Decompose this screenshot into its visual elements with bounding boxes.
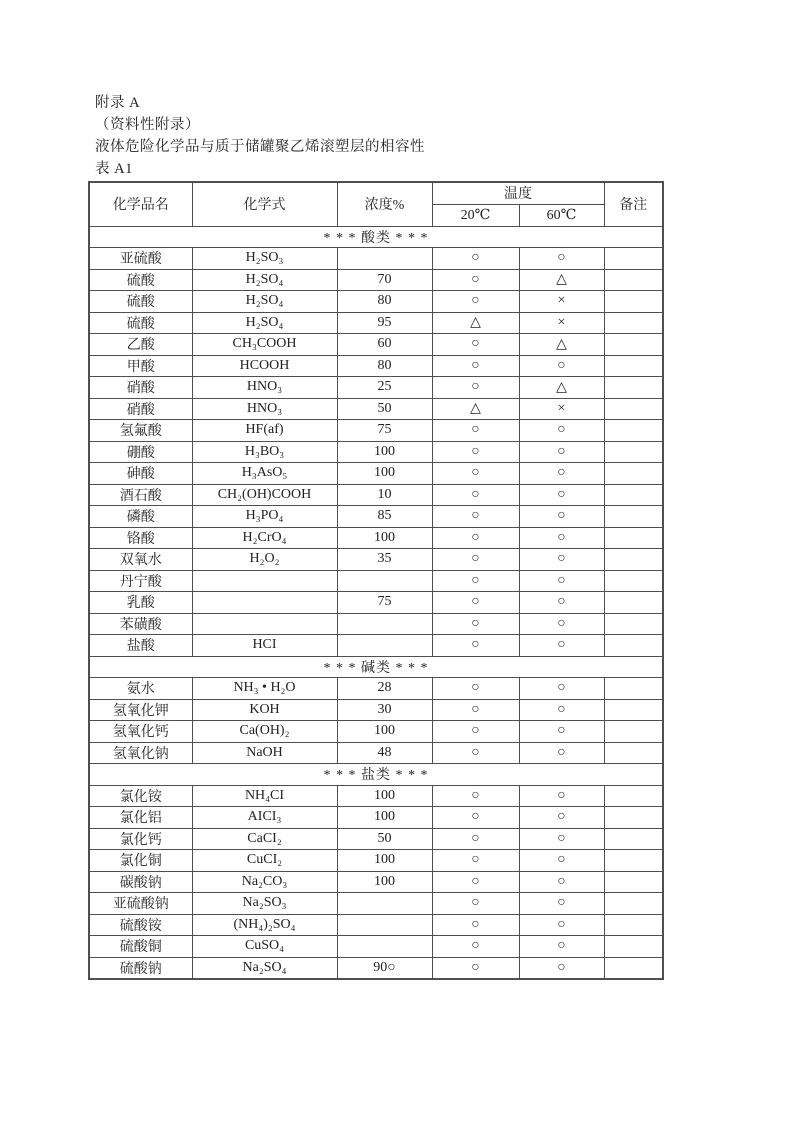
chemical-name-cell: 氯化铝 bbox=[89, 807, 192, 829]
table-row bbox=[89, 807, 663, 829]
table-row bbox=[89, 312, 663, 334]
temp-20-value-cell: ○ bbox=[432, 441, 519, 463]
temp-20-value-cell: ○ bbox=[432, 527, 519, 549]
chemical-name-cell: 硫酸铵 bbox=[89, 914, 192, 936]
chemical-name-cell: 乳酸 bbox=[89, 592, 192, 614]
remark-cell bbox=[604, 742, 663, 764]
concentration-cell: 100 bbox=[337, 850, 432, 872]
chemical-name-cell: 碳酸钠 bbox=[89, 871, 192, 893]
header-temp-60: 60℃ bbox=[519, 204, 604, 226]
table-row bbox=[89, 957, 663, 979]
concentration-cell: 10 bbox=[337, 484, 432, 506]
remark-cell bbox=[604, 635, 663, 657]
chemical-name-cell: 亚硫酸钠 bbox=[89, 893, 192, 915]
temp-20-value-cell: ○ bbox=[432, 334, 519, 356]
concentration-cell: 100 bbox=[337, 871, 432, 893]
temp-60-value-cell: ○ bbox=[519, 570, 604, 592]
formula-cell: NH₃ • H₂O bbox=[192, 678, 337, 700]
table-row bbox=[89, 914, 663, 936]
header-remarks: 备注 bbox=[604, 182, 663, 226]
temp-60-value-cell: ○ bbox=[519, 463, 604, 485]
remark-cell bbox=[604, 484, 663, 506]
temp-20-value-cell: ○ bbox=[432, 549, 519, 571]
temp-60-value-cell: ○ bbox=[519, 936, 604, 958]
formula-cell: HCOOH bbox=[192, 355, 337, 377]
remark-cell bbox=[604, 506, 663, 528]
temp-60-value-cell: ○ bbox=[519, 441, 604, 463]
table-row bbox=[89, 785, 663, 807]
concentration-cell: 100 bbox=[337, 463, 432, 485]
temp-60-value-cell: × bbox=[519, 291, 604, 313]
temp-60-value-cell: ○ bbox=[519, 355, 604, 377]
remark-cell bbox=[604, 248, 663, 270]
concentration-cell: 80 bbox=[337, 355, 432, 377]
remark-cell bbox=[604, 570, 663, 592]
remark-cell bbox=[604, 807, 663, 829]
formula-cell bbox=[192, 613, 337, 635]
remark-cell bbox=[604, 269, 663, 291]
temp-60-value-cell: ○ bbox=[519, 850, 604, 872]
section-label: * * * 盐类 * * * bbox=[89, 764, 663, 786]
concentration-cell: 35 bbox=[337, 549, 432, 571]
table-header bbox=[89, 182, 663, 226]
chemical-name-cell: 硫酸 bbox=[89, 312, 192, 334]
formula-cell: Na₂SO₄ bbox=[192, 957, 337, 979]
remark-cell bbox=[604, 678, 663, 700]
remark-cell bbox=[604, 377, 663, 399]
temp-60-value-cell: ○ bbox=[519, 785, 604, 807]
document-title: 液体危险化学品与质于储罐聚乙烯滚塑层的相容性 bbox=[95, 139, 425, 155]
concentration-cell: 80 bbox=[337, 291, 432, 313]
formula-cell: H₃BO₃ bbox=[192, 441, 337, 463]
formula-cell: Ca(OH)₂ bbox=[192, 721, 337, 743]
concentration-cell: 60 bbox=[337, 334, 432, 356]
table-row bbox=[89, 893, 663, 915]
remark-cell bbox=[604, 828, 663, 850]
table-row bbox=[89, 828, 663, 850]
temp-60-value-cell: × bbox=[519, 398, 604, 420]
temp-60-value-cell: ○ bbox=[519, 699, 604, 721]
table-row bbox=[89, 484, 663, 506]
chemical-name-cell: 氯化铵 bbox=[89, 785, 192, 807]
concentration-cell: 30 bbox=[337, 699, 432, 721]
temp-60-value-cell: ○ bbox=[519, 678, 604, 700]
chemical-name-cell: 酒石酸 bbox=[89, 484, 192, 506]
temp-20-value-cell: ○ bbox=[432, 936, 519, 958]
remark-cell bbox=[604, 592, 663, 614]
temp-20-value-cell: △ bbox=[432, 398, 519, 420]
chemical-name-cell: 亚硫酸 bbox=[89, 248, 192, 270]
formula-cell: CuCI₂ bbox=[192, 850, 337, 872]
remark-cell bbox=[604, 613, 663, 635]
chemical-name-cell: 苯磺酸 bbox=[89, 613, 192, 635]
temp-60-value-cell: ○ bbox=[519, 613, 604, 635]
temp-60-value-cell: ○ bbox=[519, 248, 604, 270]
table-row bbox=[89, 398, 663, 420]
chemical-name-cell: 氢氧化钠 bbox=[89, 742, 192, 764]
table-row bbox=[89, 269, 663, 291]
remark-cell bbox=[604, 914, 663, 936]
temp-60-value-cell: ○ bbox=[519, 506, 604, 528]
temp-20-value-cell: ○ bbox=[432, 828, 519, 850]
chemical-name-cell: 乙酸 bbox=[89, 334, 192, 356]
remark-cell bbox=[604, 785, 663, 807]
concentration-cell: 100 bbox=[337, 721, 432, 743]
temp-60-value-cell: △ bbox=[519, 269, 604, 291]
table-row bbox=[89, 570, 663, 592]
table-row bbox=[89, 248, 663, 270]
formula-cell: KOH bbox=[192, 699, 337, 721]
temp-20-value-cell: ○ bbox=[432, 807, 519, 829]
remark-cell bbox=[604, 334, 663, 356]
formula-cell bbox=[192, 592, 337, 614]
remark-cell bbox=[604, 549, 663, 571]
temp-60-value-cell: ○ bbox=[519, 828, 604, 850]
chemical-name-cell: 氯化钙 bbox=[89, 828, 192, 850]
chemical-name-cell: 氨水 bbox=[89, 678, 192, 700]
formula-cell: H₃PO₄ bbox=[192, 506, 337, 528]
concentration-cell: 100 bbox=[337, 441, 432, 463]
chemical-name-cell: 氢氟酸 bbox=[89, 420, 192, 442]
table-caption: 表 A1 bbox=[95, 161, 133, 177]
compatibility-table bbox=[88, 181, 664, 980]
table-row bbox=[89, 871, 663, 893]
remark-cell bbox=[604, 957, 663, 979]
chemical-name-cell: 硫酸钠 bbox=[89, 957, 192, 979]
chemical-name-cell: 硫酸 bbox=[89, 269, 192, 291]
formula-cell: H₃AsO₅ bbox=[192, 463, 337, 485]
remark-cell bbox=[604, 893, 663, 915]
temp-20-value-cell: ○ bbox=[432, 570, 519, 592]
remark-cell bbox=[604, 441, 663, 463]
table-row bbox=[89, 527, 663, 549]
section-row bbox=[89, 656, 663, 678]
temp-20-value-cell: ○ bbox=[432, 592, 519, 614]
table-row bbox=[89, 936, 663, 958]
temp-20-value-cell: ○ bbox=[432, 699, 519, 721]
chemical-name-cell: 铬酸 bbox=[89, 527, 192, 549]
temp-20-value-cell: ○ bbox=[432, 635, 519, 657]
table-row bbox=[89, 549, 663, 571]
temp-60-value-cell: × bbox=[519, 312, 604, 334]
temp-60-value-cell: ○ bbox=[519, 957, 604, 979]
formula-cell: (NH₄)₂SO₄ bbox=[192, 914, 337, 936]
formula-cell: Na₂CO₃ bbox=[192, 871, 337, 893]
formula-cell: H₂O₂ bbox=[192, 549, 337, 571]
temp-20-value-cell: ○ bbox=[432, 871, 519, 893]
appendix-subtitle: （资料性附录） bbox=[95, 117, 200, 133]
formula-cell: NaOH bbox=[192, 742, 337, 764]
concentration-cell: 28 bbox=[337, 678, 432, 700]
temp-60-value-cell: ○ bbox=[519, 807, 604, 829]
concentration-cell: 90○ bbox=[337, 957, 432, 979]
temp-20-value-cell: ○ bbox=[432, 355, 519, 377]
concentration-cell: 95 bbox=[337, 312, 432, 334]
table-row bbox=[89, 463, 663, 485]
formula-cell: HF(af) bbox=[192, 420, 337, 442]
formula-cell: CH₃COOH bbox=[192, 334, 337, 356]
chemical-name-cell: 氢氧化钙 bbox=[89, 721, 192, 743]
remark-cell bbox=[604, 291, 663, 313]
concentration-cell bbox=[337, 570, 432, 592]
formula-cell: H₂SO₄ bbox=[192, 312, 337, 334]
formula-cell: CuSO₄ bbox=[192, 936, 337, 958]
temp-20-value-cell: ○ bbox=[432, 893, 519, 915]
concentration-cell: 75 bbox=[337, 420, 432, 442]
temp-20-value-cell: ○ bbox=[432, 291, 519, 313]
chemical-name-cell: 硫酸铜 bbox=[89, 936, 192, 958]
temp-20-value-cell: ○ bbox=[432, 420, 519, 442]
temp-60-value-cell: △ bbox=[519, 377, 604, 399]
temp-20-value-cell: ○ bbox=[432, 850, 519, 872]
formula-cell: H₂SO₃ bbox=[192, 248, 337, 270]
chemical-name-cell: 磷酸 bbox=[89, 506, 192, 528]
remark-cell bbox=[604, 355, 663, 377]
chemical-name-cell: 氯化铜 bbox=[89, 850, 192, 872]
remark-cell bbox=[604, 420, 663, 442]
temp-20-value-cell: ○ bbox=[432, 678, 519, 700]
temp-20-value-cell: ○ bbox=[432, 377, 519, 399]
chemical-name-cell: 硫酸 bbox=[89, 291, 192, 313]
concentration-cell: 48 bbox=[337, 742, 432, 764]
concentration-cell: 75 bbox=[337, 592, 432, 614]
temp-20-value-cell: ○ bbox=[432, 721, 519, 743]
formula-cell: CH₂(OH)COOH bbox=[192, 484, 337, 506]
temp-60-value-cell: ○ bbox=[519, 914, 604, 936]
formula-cell: H₂SO₄ bbox=[192, 269, 337, 291]
table-row bbox=[89, 613, 663, 635]
chemical-name-cell: 丹宁酸 bbox=[89, 570, 192, 592]
remark-cell bbox=[604, 527, 663, 549]
header-chemical-name: 化学品名 bbox=[89, 182, 192, 226]
table-row bbox=[89, 678, 663, 700]
chemical-name-cell: 硝酸 bbox=[89, 377, 192, 399]
concentration-cell bbox=[337, 914, 432, 936]
formula-cell: AICI₃ bbox=[192, 807, 337, 829]
remark-cell bbox=[604, 398, 663, 420]
chemical-name-cell: 硼酸 bbox=[89, 441, 192, 463]
formula-cell: HCI bbox=[192, 635, 337, 657]
concentration-cell: 100 bbox=[337, 785, 432, 807]
header-formula: 化学式 bbox=[192, 182, 337, 226]
temp-60-value-cell: △ bbox=[519, 334, 604, 356]
section-label: * * * 碱类 * * * bbox=[89, 656, 663, 678]
temp-20-value-cell: ○ bbox=[432, 484, 519, 506]
temp-20-value-cell: ○ bbox=[432, 742, 519, 764]
concentration-cell: 85 bbox=[337, 506, 432, 528]
concentration-cell bbox=[337, 635, 432, 657]
section-row bbox=[89, 226, 663, 248]
concentration-cell: 70 bbox=[337, 269, 432, 291]
temp-20-value-cell: ○ bbox=[432, 785, 519, 807]
temp-60-value-cell: ○ bbox=[519, 871, 604, 893]
temp-60-value-cell: ○ bbox=[519, 527, 604, 549]
temp-20-value-cell: ○ bbox=[432, 463, 519, 485]
section-row bbox=[89, 764, 663, 786]
table-row bbox=[89, 721, 663, 743]
temp-60-value-cell: ○ bbox=[519, 592, 604, 614]
remark-cell bbox=[604, 936, 663, 958]
chemical-name-cell: 硝酸 bbox=[89, 398, 192, 420]
section-label: * * * 酸类 * * * bbox=[89, 226, 663, 248]
header-concentration: 浓度% bbox=[337, 182, 432, 226]
concentration-cell: 50 bbox=[337, 398, 432, 420]
temp-20-value-cell: ○ bbox=[432, 506, 519, 528]
table-row bbox=[89, 742, 663, 764]
table-row bbox=[89, 291, 663, 313]
concentration-cell bbox=[337, 613, 432, 635]
header-temperature: 温度 bbox=[432, 182, 604, 204]
appendix-title: 附录 A bbox=[95, 95, 141, 111]
temp-20-value-cell: ○ bbox=[432, 269, 519, 291]
remark-cell bbox=[604, 312, 663, 334]
table-row bbox=[89, 420, 663, 442]
formula-cell: NH₄CI bbox=[192, 785, 337, 807]
table-row bbox=[89, 592, 663, 614]
concentration-cell: 100 bbox=[337, 807, 432, 829]
temp-60-value-cell: ○ bbox=[519, 742, 604, 764]
table-row bbox=[89, 506, 663, 528]
temp-60-value-cell: ○ bbox=[519, 420, 604, 442]
concentration-cell bbox=[337, 936, 432, 958]
formula-cell bbox=[192, 570, 337, 592]
table-body bbox=[89, 226, 663, 979]
table-row bbox=[89, 334, 663, 356]
concentration-cell: 25 bbox=[337, 377, 432, 399]
temp-20-value-cell: ○ bbox=[432, 613, 519, 635]
formula-cell: CaCI₂ bbox=[192, 828, 337, 850]
concentration-cell: 100 bbox=[337, 527, 432, 549]
chemical-name-cell: 氢氧化钾 bbox=[89, 699, 192, 721]
header-temp-20: 20℃ bbox=[432, 204, 519, 226]
document-headings bbox=[95, 92, 425, 180]
remark-cell bbox=[604, 850, 663, 872]
concentration-cell bbox=[337, 248, 432, 270]
table-row bbox=[89, 441, 663, 463]
temp-20-value-cell: ○ bbox=[432, 914, 519, 936]
chemical-name-cell: 甲酸 bbox=[89, 355, 192, 377]
table-row bbox=[89, 699, 663, 721]
table-row bbox=[89, 377, 663, 399]
temp-60-value-cell: ○ bbox=[519, 484, 604, 506]
formula-cell: H₂SO₄ bbox=[192, 291, 337, 313]
remark-cell bbox=[604, 463, 663, 485]
remark-cell bbox=[604, 699, 663, 721]
chemical-name-cell: 盐酸 bbox=[89, 635, 192, 657]
concentration-cell bbox=[337, 893, 432, 915]
table-row bbox=[89, 850, 663, 872]
temp-60-value-cell: ○ bbox=[519, 893, 604, 915]
formula-cell: HNO₃ bbox=[192, 398, 337, 420]
formula-cell: Na₂SO₃ bbox=[192, 893, 337, 915]
table-row bbox=[89, 635, 663, 657]
temp-60-value-cell: ○ bbox=[519, 549, 604, 571]
chemical-name-cell: 砷酸 bbox=[89, 463, 192, 485]
temp-60-value-cell: ○ bbox=[519, 635, 604, 657]
chemical-name-cell: 双氧水 bbox=[89, 549, 192, 571]
temp-20-value-cell: ○ bbox=[432, 957, 519, 979]
temp-20-value-cell: △ bbox=[432, 312, 519, 334]
concentration-cell: 50 bbox=[337, 828, 432, 850]
table-row bbox=[89, 355, 663, 377]
remark-cell bbox=[604, 871, 663, 893]
temp-20-value-cell: ○ bbox=[432, 248, 519, 270]
formula-cell: HNO₃ bbox=[192, 377, 337, 399]
formula-cell: H₂CrO₄ bbox=[192, 527, 337, 549]
temp-60-value-cell: ○ bbox=[519, 721, 604, 743]
remark-cell bbox=[604, 721, 663, 743]
